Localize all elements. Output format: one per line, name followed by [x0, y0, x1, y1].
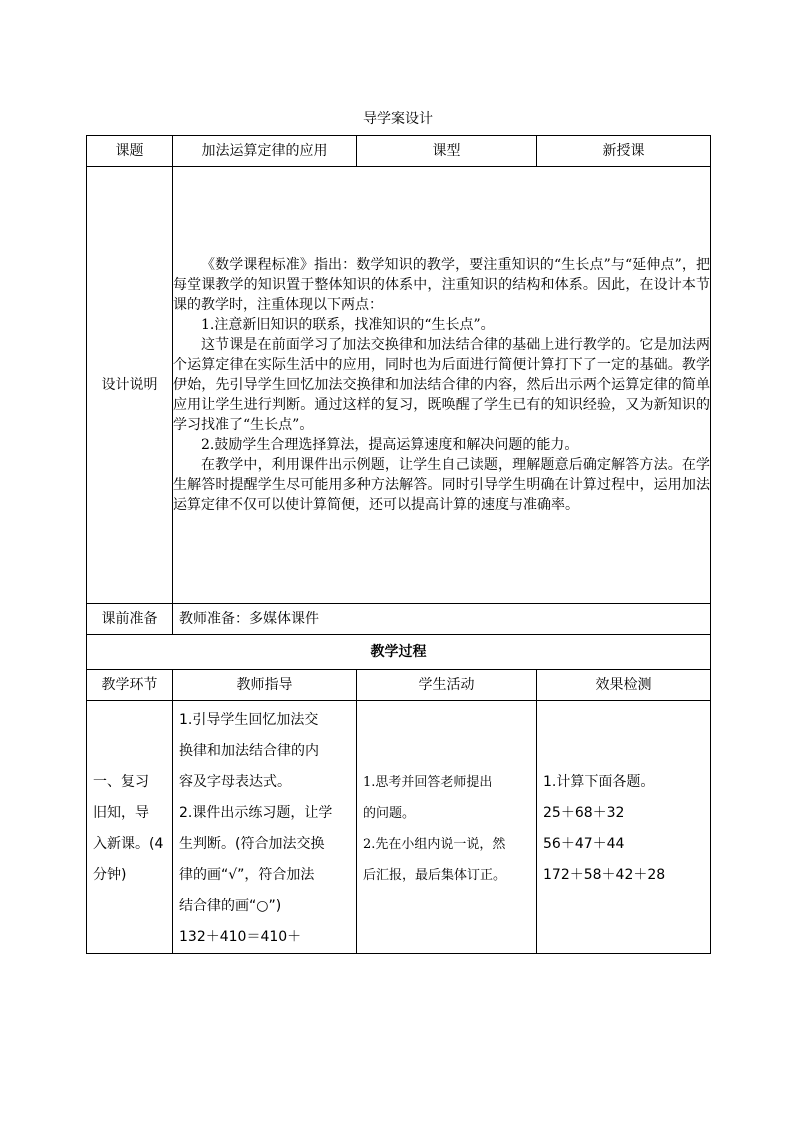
design-paragraph: 1.注意新旧知识的联系，找准知识的“生长点”。: [201, 317, 495, 333]
teacher-line: 1.引导学生回忆加法交: [179, 712, 319, 728]
prep-label: 课前准备: [87, 604, 173, 635]
process-row: [87, 701, 711, 954]
stage-line: 分钟): [93, 867, 127, 883]
type-value: 新授课: [537, 136, 711, 167]
stage-cell: [87, 701, 173, 954]
teacher-line: 生判断。(符合加法交换: [179, 836, 325, 852]
teacher-line: 换律和加法结合律的内: [179, 743, 319, 759]
design-paragraph: 《数学课程标准》指出：数学知识的教学，要注重知识的“生长点”与“延伸点”，把每堂课教学的知识置于整体知识的体系中，注重知识的结构和体系。因此，在设计本节课的教学时，注重体现以下两点：: [173, 257, 710, 313]
design-paragraph: 这节课是在前面学习了加法交换律和加法结合律的基础上进行教学的。它是加法两个运算定律在实际生活中的应用，同时也为后面进行简便计算打下了一定的基础。教学伊始，先引导学生回忆加法交换律和加法结合律的内容，然后出示两个运算定律的简单应用让学生进行判断。通过这样的复习，既唤醒了学生已有的知识经验，又为新知识的学习找准了“生长点”。: [173, 337, 710, 433]
stage-line: 旧知，导: [93, 805, 149, 821]
check-line: 56＋47＋44: [543, 836, 625, 852]
stage-line: 一、复习: [93, 774, 149, 790]
design-paragraph: 在教学中，利用课件出示例题，让学生自己读题，理解题意后确定解答方法。在学生解答时提醒学生尽可能用多种方法解答。同时引导学生明确在计算过程中，运用加法运算定律不仅可以使计算简便，还可以提高计算的速度与准确率。: [173, 457, 710, 513]
teacher-line: 2.课件出示练习题，让学: [179, 805, 333, 821]
topic-row: [87, 136, 711, 167]
student-line: 1.思考并回答老师提出: [363, 775, 493, 790]
teacher-line: 132＋410＝410＋: [179, 929, 302, 945]
check-line: 25＋68＋32: [543, 805, 625, 821]
student-line: 的问题。: [363, 806, 416, 821]
check-cell: [537, 701, 711, 954]
topic-value: 加法运算定律的应用: [173, 136, 357, 167]
process-title: 教学过程: [87, 635, 711, 670]
teacher-cell: [173, 701, 357, 954]
student-line: 2.先在小组内说一说，然: [363, 837, 506, 852]
lesson-plan-table: [86, 135, 711, 954]
topic-label: 课题: [87, 136, 173, 167]
teacher-line: 容及字母表达式。: [179, 774, 291, 790]
prep-value: 教师准备：多媒体课件: [173, 604, 711, 635]
process-header-row: [87, 670, 711, 701]
design-label: 设计说明: [87, 167, 173, 604]
column-header-teacher: 教师指导: [173, 670, 357, 701]
type-label: 课型: [357, 136, 537, 167]
column-header-check: 效果检测: [537, 670, 711, 701]
prep-row: [87, 604, 711, 635]
stage-line: 入新课。(4: [93, 836, 164, 852]
student-cell: [357, 701, 537, 954]
process-title-row: [87, 635, 711, 670]
teacher-line: 结合律的画“○”): [179, 898, 282, 914]
student-line: 后汇报，最后集体订正。: [363, 868, 507, 883]
check-line: 172＋58＋42＋28: [543, 867, 666, 883]
teacher-line: 律的画“√”，符合加法: [179, 867, 315, 883]
check-line: 1.计算下面各题。: [543, 774, 655, 790]
document-title: 导学案设计: [363, 111, 433, 127]
column-header-stage: 教学环节: [87, 670, 173, 701]
design-row: [87, 167, 711, 604]
column-header-student: 学生活动: [357, 670, 537, 701]
design-description: [173, 167, 711, 604]
design-paragraph: 2.鼓励学生合理选择算法，提高运算速度和解决问题的能力。: [201, 437, 579, 453]
